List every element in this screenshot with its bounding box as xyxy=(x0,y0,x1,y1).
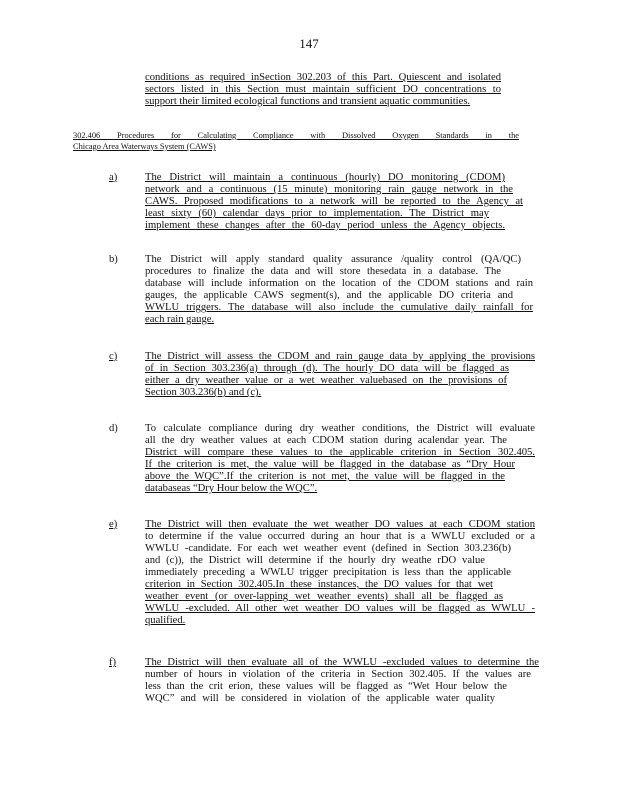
text-line: CAWS. Proposed modifications to a network will be reported to the Agency at xyxy=(145,196,523,207)
item-label: e) xyxy=(109,519,118,530)
text-line: The District will assess the CDOM and rain gauge data by applying the provisions xyxy=(145,351,535,362)
text-line: criterion in Section 302.405.In these instances, the DO values for that wet xyxy=(145,579,493,590)
heading-line: 302.406 Procedures for Calculating Compliance with Dissolved Oxygen Standards in the xyxy=(73,131,519,140)
text-line: all the dry weather values at each CDOM station during acalendar year. The xyxy=(145,435,507,446)
text-line: conditions as required inSection 302.203 of this Part. Quiescent and isolated xyxy=(145,72,501,83)
paragraph-f xyxy=(145,657,539,705)
text-line: qualified. xyxy=(145,615,186,626)
text-line: less than the crit erion, these values will be flagged as “Wet Hour below the xyxy=(145,681,507,692)
item-label: f) xyxy=(109,657,117,668)
text-line: To calculate compliance during dry weather conditions, the District will evaluate xyxy=(145,423,535,434)
text-line: and (c)), the District will determine if the hourly dry weathe rDO value xyxy=(145,555,485,566)
item-label: d) xyxy=(109,423,118,434)
text-line: The District will then evaluate all of the WWLU -excluded values to determine the xyxy=(145,657,539,668)
heading-line: Chicago Area Waterways System (CAWS) xyxy=(73,142,216,151)
text-line: above the WQC”.If the criterion is not met, the value will be flagged in the xyxy=(145,471,505,482)
text-line: each rain gauge. xyxy=(145,314,215,325)
text-line: support their limited ecological functions and transient aquatic communities. xyxy=(145,96,471,107)
paragraph-b xyxy=(145,254,533,326)
text-line: WWLU triggers. The database will also include the cumulative daily rainfall for xyxy=(145,302,533,313)
text-line: The District will maintain a continuous (hourly) DO monitoring (CDOM) xyxy=(145,172,505,183)
text-line: sectors listed in this Section must maintain sufficient DO concentrations to xyxy=(145,84,501,95)
item-label: c) xyxy=(109,351,118,362)
text-line: WWLU -excluded. All other wet weather DO values will be flagged as WWLU - xyxy=(145,603,535,614)
text-line: immediately preceding a WWLU trigger precipitation is less than the applicable xyxy=(145,567,511,578)
text-line: databaseas “Dry Hour below the WQC”. xyxy=(145,483,318,494)
intro-paragraph xyxy=(145,72,501,108)
text-line: The District will apply standard quality assurance /quality control (QA/QC) xyxy=(145,254,521,265)
paragraph-e xyxy=(145,519,535,627)
text-line: least sixty (60) calendar days prior to implementation. The District may xyxy=(145,208,489,219)
item-label: b) xyxy=(109,254,118,265)
text-line: District will compare these values to the applicable criterion in Section 302.405. xyxy=(145,447,535,458)
text-line: either a dry weather value or a wet weather valuebased on the provisions of xyxy=(145,375,507,386)
text-line: WWLU -candidate. For each wet weather event (defined in Section 303.236(b) xyxy=(145,543,511,554)
text-line: If the criterion is met, the value will be flagged in the database as “Dry Hour xyxy=(145,459,515,470)
text-line: database will include information on the location of the CDOM stations and rain xyxy=(145,278,533,289)
text-line: The District will then evaluate the wet weather DO values at each CDOM station xyxy=(145,519,535,530)
paragraph-c xyxy=(145,351,535,399)
text-line: WQC” and will be considered in violation of the applicable water quality xyxy=(145,693,495,704)
text-line: Section 303.236(b) and (c). xyxy=(145,387,262,398)
text-line: of in Section 303.236(a) through (d). The hourly DO data will be flagged as xyxy=(145,363,509,374)
paragraph-d xyxy=(145,423,535,495)
paragraph-a xyxy=(145,172,523,232)
text-line: to determine if the value occurred during an hour that is a WWLU excluded or a xyxy=(145,531,535,542)
item-label: a) xyxy=(109,172,118,183)
section-heading xyxy=(73,130,519,152)
text-line: weather event (or over-lapping wet weather events) shall all be flagged as xyxy=(145,591,503,602)
text-line: number of hours in violation of the criteria in Section 302.405. If the values are xyxy=(145,669,531,680)
text-line: implement these changes after the 60-day period unless the Agency objects. xyxy=(145,220,505,231)
text-line: gauges, the applicable CAWS segment(s), and the applicable DO criteria and xyxy=(145,290,513,301)
text-line: procedures to finalize the data and will store thesedata in a database. The xyxy=(145,266,501,277)
page-number: 147 xyxy=(299,36,319,51)
text-line: network and a continuous (15 minute) monitoring rain gauge network in the xyxy=(145,184,513,195)
